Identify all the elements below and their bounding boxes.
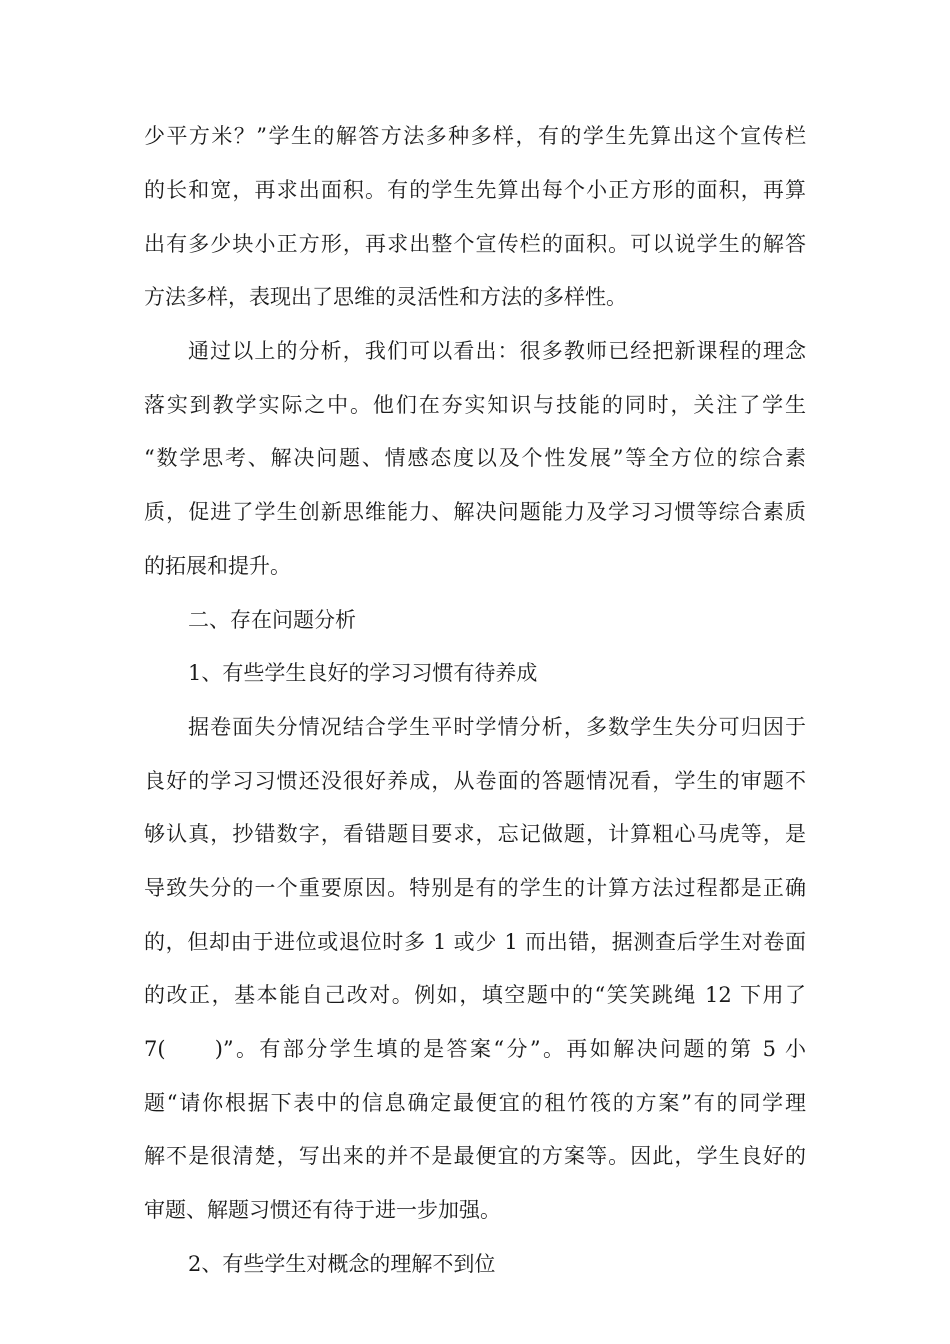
text-line: 的，但却由于进位或退位时多 1 或少 1 而出错，据测查后学生对卷面: [144, 930, 806, 954]
text-line: 审题、解题习惯还有待于进一步加强。: [144, 1198, 501, 1222]
text-line: 方法多样，表现出了思维的灵活性和方法的多样性。: [144, 285, 627, 309]
subsection-heading: 1、有些学生良好的学习习惯有待养成: [188, 661, 538, 685]
paragraph-start-line: 据卷面失分情况结合学生平时学情分析，多数学生失分可归因于: [188, 715, 806, 739]
text-line: 够认真，抄错数字，看错题目要求，忘记做题，计算粗心马虎等，是: [144, 822, 806, 846]
text-line: 出有多少块小正方形，再求出整个宣传栏的面积。可以说学生的解答: [144, 232, 806, 256]
text-line: 解不是很清楚，写出来的并不是最便宜的方案等。因此，学生良好的: [144, 1144, 806, 1168]
text-line: 的长和宽，再求出面积。有的学生先算出每个小正方形的面积，再算: [144, 178, 806, 202]
text-line: 的改正，基本能自己改对。例如，填空题中的“笑笑跳绳 12 下用了: [144, 983, 806, 1007]
text-line: 7( )”。有部分学生填的是答案“分”。再如解决问题的第 5 小: [144, 1037, 806, 1061]
text-line: 的拓展和提升。: [144, 554, 291, 578]
section-heading: 二、存在问题分析: [188, 608, 356, 632]
text-line: 少平方米？”学生的解答方法多种多样，有的学生先算出这个宣传栏: [144, 124, 806, 148]
text-line: 质，促进了学生创新思维能力、解决问题能力及学习习惯等综合素质: [144, 500, 806, 524]
subsection-heading: 2、有些学生对概念的理解不到位: [188, 1252, 496, 1276]
text-line: 导致失分的一个重要原因。特别是有的学生的计算方法过程都是正确: [144, 876, 806, 900]
paragraph-start-line: 通过以上的分析，我们可以看出：很多教师已经把新课程的理念: [188, 339, 806, 363]
text-line: 良好的学习习惯还没很好养成，从卷面的答题情况看，学生的审题不: [144, 769, 806, 793]
text-line: “数学思考、解决问题、情感态度以及个性发展”等全方位的综合素: [144, 446, 806, 470]
text-line: 题“请你根据下表中的信息确定最便宜的租竹筏的方案”有的同学理: [144, 1091, 806, 1115]
text-line: 落实到教学实际之中。他们在夯实知识与技能的同时，关注了学生: [144, 393, 806, 417]
